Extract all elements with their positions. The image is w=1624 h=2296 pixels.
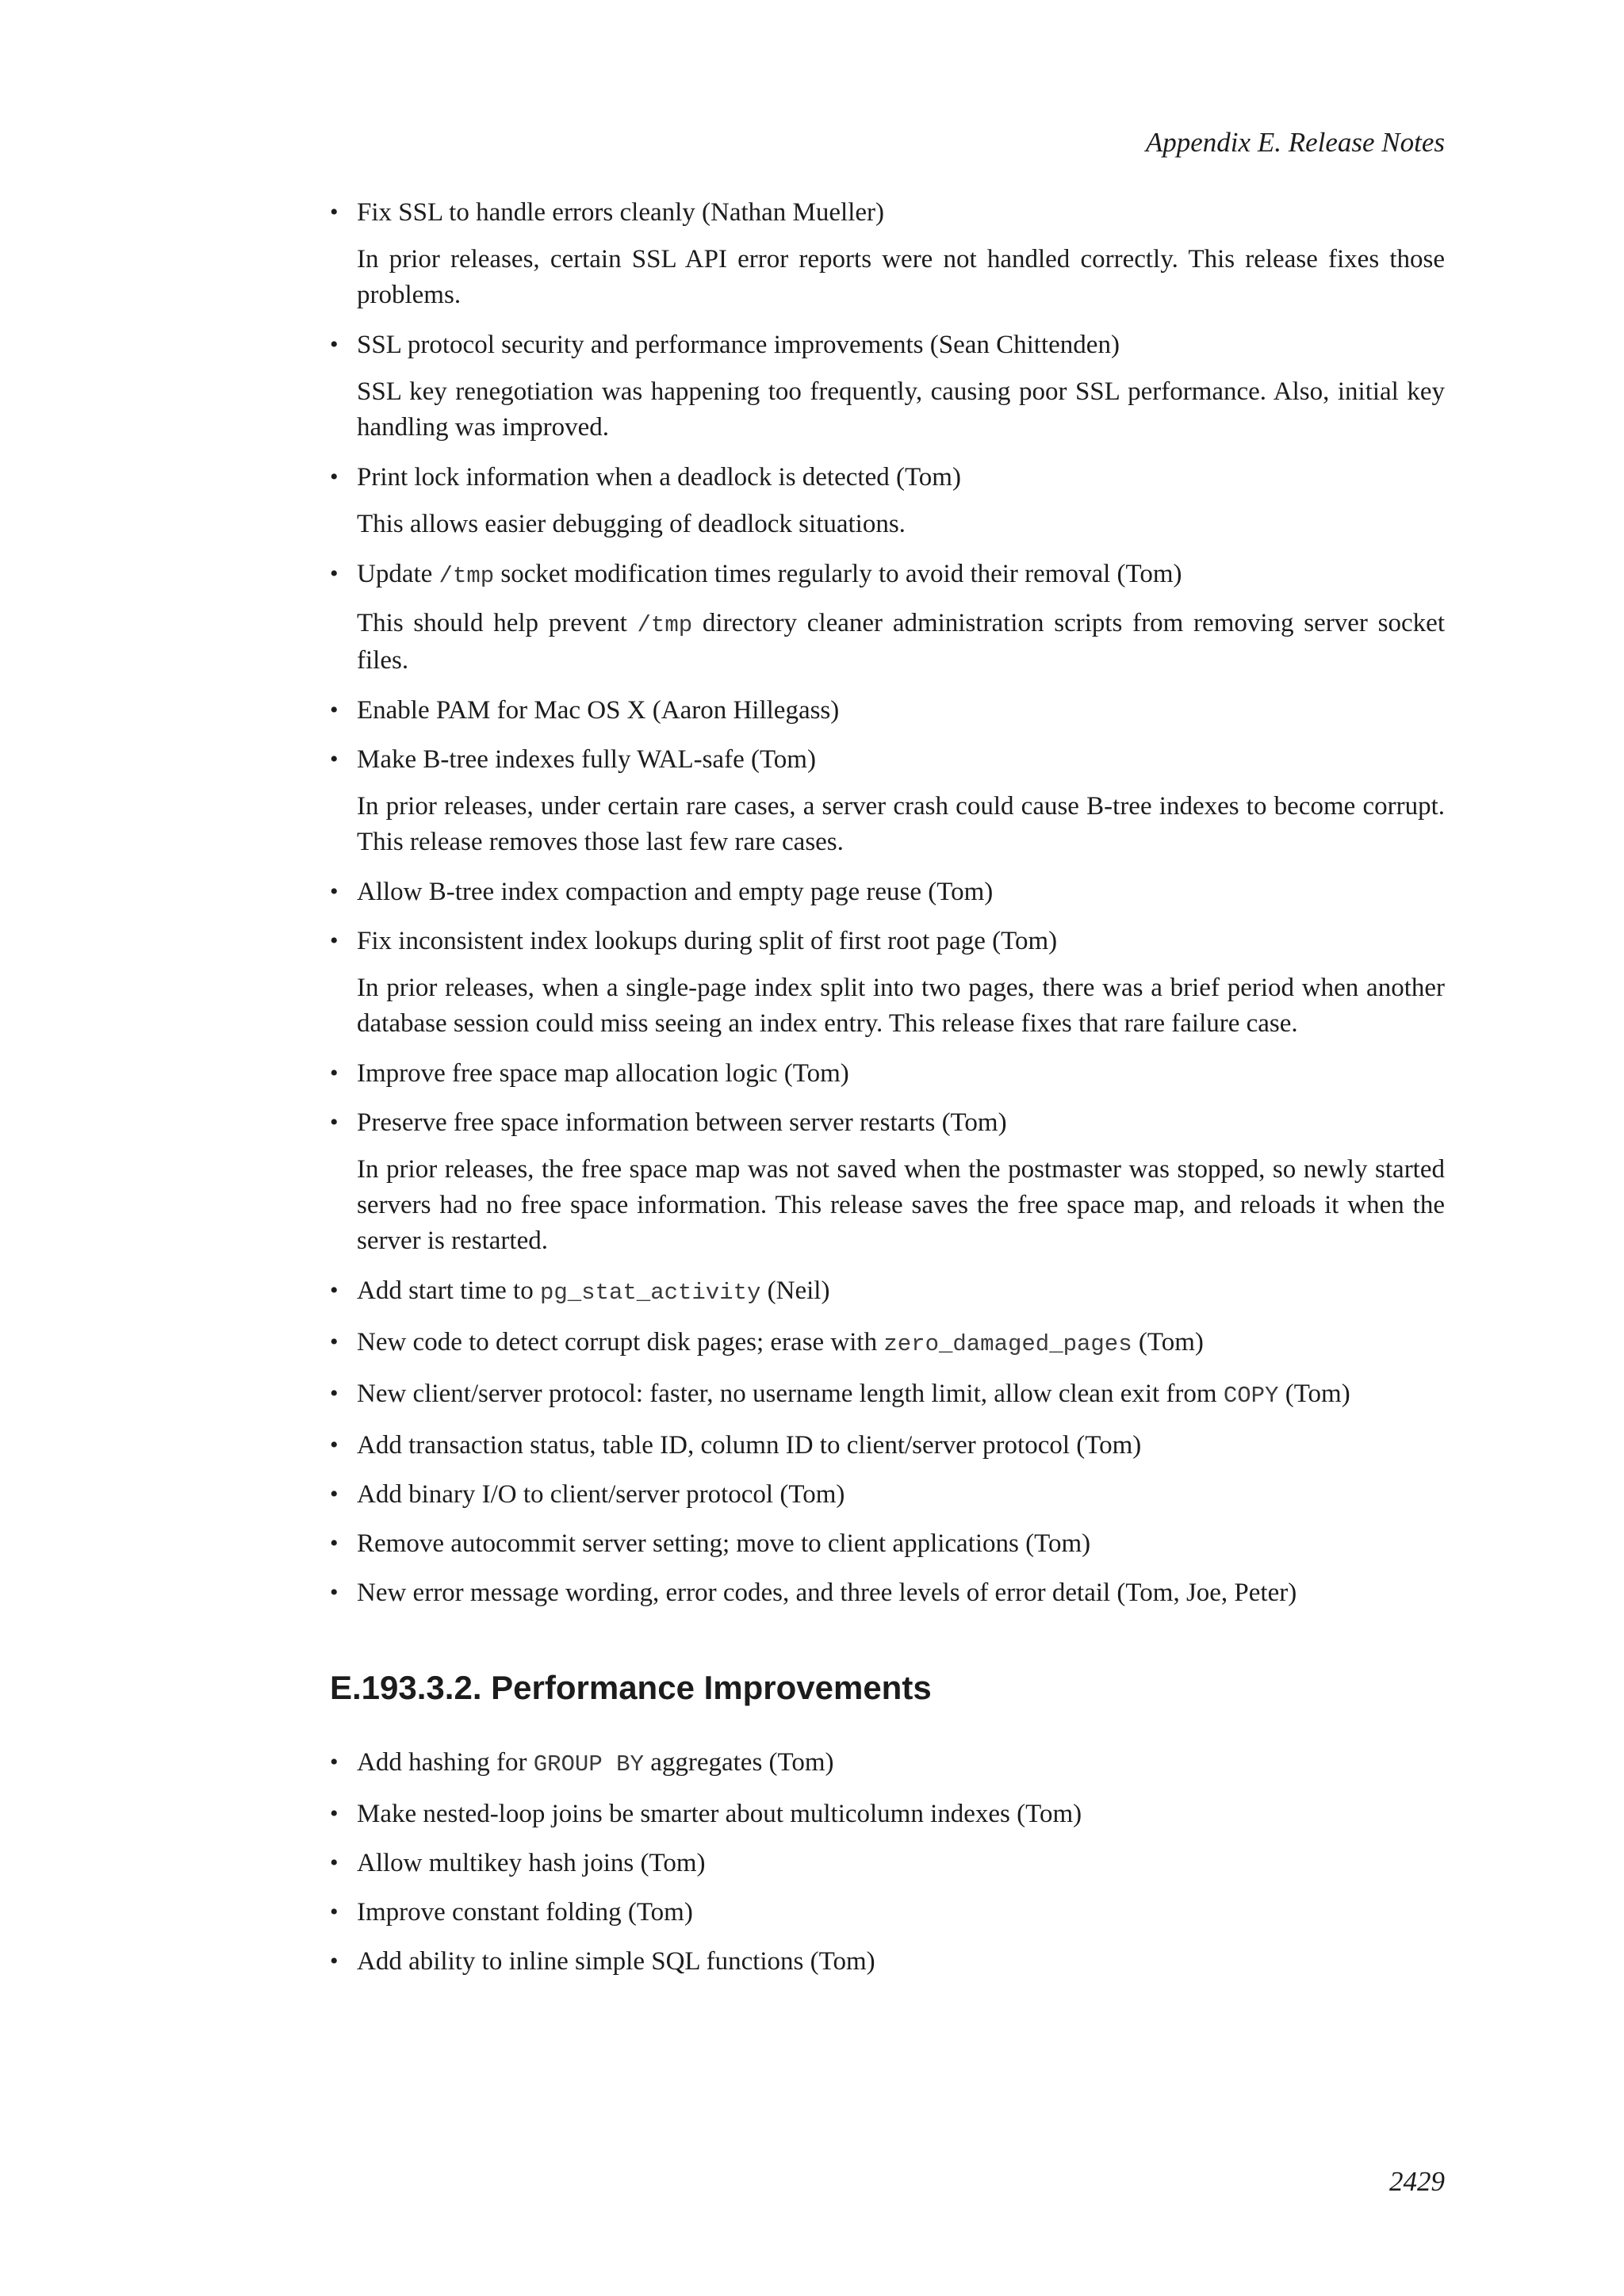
bullet: • <box>330 1060 339 1086</box>
section-heading: E.193.3.2. Performance Improvements <box>330 1669 932 1706</box>
bullet: • <box>330 1749 339 1775</box>
bullet: • <box>330 1432 339 1458</box>
bullet: • <box>330 878 339 905</box>
bullet: • <box>330 1579 339 1605</box>
list-item <box>330 556 1445 679</box>
list-item <box>330 692 1445 729</box>
bullet: • <box>330 331 339 358</box>
list-item <box>330 1324 1445 1363</box>
list-item <box>330 194 1445 313</box>
item-title: Make B-tree indexes fully WAL-safe (Tom) <box>357 745 816 774</box>
inline-code: /tmp <box>637 612 693 638</box>
list-item <box>330 1744 1445 1783</box>
item-title: New client/server protocol: faster, no username length limit, allow clean exit from COPY (Tom) <box>357 1380 1350 1409</box>
bullet: • <box>330 697 339 723</box>
performance-list <box>330 1744 1445 1980</box>
item-title: Add start time to pg_stat_activity (Neil) <box>357 1276 830 1306</box>
item-title: SSL protocol security and performance improvements (Sean Chittenden) <box>357 331 1120 359</box>
item-title: Add binary I/O to client/server protocol (Tom) <box>357 1480 845 1509</box>
list-item <box>330 1525 1445 1562</box>
item-title: Make nested-loop joins be smarter about multicolumn indexes (Tom) <box>357 1800 1082 1828</box>
bullet: • <box>330 1530 339 1556</box>
list-item <box>330 1272 1445 1311</box>
item-title: Enable PAM for Mac OS X (Aaron Hillegass) <box>357 696 840 725</box>
list-item <box>330 1476 1445 1513</box>
list-item <box>330 741 1445 860</box>
list-item <box>330 1376 1445 1414</box>
bullet: • <box>330 1481 339 1507</box>
list-item <box>330 1943 1445 1980</box>
list-item <box>330 327 1445 446</box>
item-title: Improve constant folding (Tom) <box>357 1898 693 1927</box>
item-title: Fix inconsistent index lookups during split of first root page (Tom) <box>357 927 1058 955</box>
release-notes-list <box>330 194 1445 1611</box>
bullet: • <box>330 199 339 225</box>
list-item <box>330 1894 1445 1931</box>
list-item <box>330 874 1445 910</box>
item-title: Update /tmp socket modification times regularly to avoid their removal (Tom) <box>357 560 1182 589</box>
list-item <box>330 1575 1445 1611</box>
item-title: Improve free space map allocation logic (Tom) <box>357 1059 849 1088</box>
item-description: This should help prevent /tmp directory cleaner administration scripts from removing server socket files. <box>357 609 1445 675</box>
list-item <box>330 1796 1445 1832</box>
item-title: Fix SSL to handle errors cleanly (Nathan Mueller) <box>357 198 885 227</box>
item-title: Allow multikey hash joins (Tom) <box>357 1849 706 1877</box>
bullet: • <box>330 1329 339 1355</box>
item-title: Preserve free space information between server restarts (Tom) <box>357 1108 1007 1137</box>
list-item <box>330 459 1445 542</box>
item-title: Print lock information when a deadlock is detected (Tom) <box>357 463 961 492</box>
inline-code: GROUP BY <box>533 1751 644 1777</box>
bullet: • <box>330 1380 339 1406</box>
list-item <box>330 1427 1445 1464</box>
page-content <box>330 194 1445 1992</box>
bullet: • <box>330 928 339 954</box>
bullet: • <box>330 746 339 772</box>
item-description: SSL key renegotiation was happening too frequently, causing poor SSL performance. Also, initial key handling was improved. <box>357 377 1445 442</box>
item-title: Add hashing for GROUP BY aggregates (Tom) <box>357 1748 834 1777</box>
item-description: This allows easier debugging of deadlock situations. <box>357 510 906 538</box>
item-title: New code to detect corrupt disk pages; erase with zero_damaged_pages (Tom) <box>357 1328 1204 1357</box>
item-title: Add transaction status, table ID, column ID to client/server protocol (Tom) <box>357 1431 1142 1460</box>
bullet: • <box>330 1899 339 1925</box>
bullet: • <box>330 1850 339 1876</box>
list-item <box>330 923 1445 1042</box>
running-header: Appendix E. Release Notes <box>1145 127 1445 158</box>
bullet: • <box>330 1277 339 1303</box>
bullet: • <box>330 464 339 490</box>
bullet: • <box>330 561 339 587</box>
bullet: • <box>330 1948 339 1974</box>
list-item <box>330 1104 1445 1259</box>
inline-code: zero_damaged_pages <box>883 1331 1132 1357</box>
inline-code: pg_stat_activity <box>539 1280 761 1306</box>
item-description: In prior releases, when a single-page index split into two pages, there was a brief period when another database session could miss seeing an index entry. This release fixes that rare failure case. <box>357 974 1445 1038</box>
item-title: Remove autocommit server setting; move to client applications (Tom) <box>357 1529 1091 1558</box>
item-description: In prior releases, the free space map was not saved when the postmaster was stopped, so newly started servers had no free space information. This release saves the free space map, and reloads it when the server is restarted. <box>357 1155 1445 1255</box>
bullet: • <box>330 1800 339 1827</box>
list-item <box>330 1055 1445 1092</box>
list-item <box>330 1845 1445 1881</box>
item-title: Add ability to inline simple SQL functions (Tom) <box>357 1947 875 1976</box>
bullet: • <box>330 1109 339 1135</box>
page-number: 2429 <box>1389 2166 1445 2197</box>
inline-code: COPY <box>1223 1383 1279 1409</box>
item-title: New error message wording, error codes, and three levels of error detail (Tom, Joe, Peter) <box>357 1578 1297 1607</box>
item-title: Allow B-tree index compaction and empty page reuse (Tom) <box>357 878 994 906</box>
inline-code: /tmp <box>439 563 495 589</box>
item-description: In prior releases, under certain rare cases, a server crash could cause B-tree indexes to become corrupt. This release removes those last few rare cases. <box>357 792 1445 856</box>
item-description: In prior releases, certain SSL API error reports were not handled correctly. This release fixes those problems. <box>357 245 1445 309</box>
